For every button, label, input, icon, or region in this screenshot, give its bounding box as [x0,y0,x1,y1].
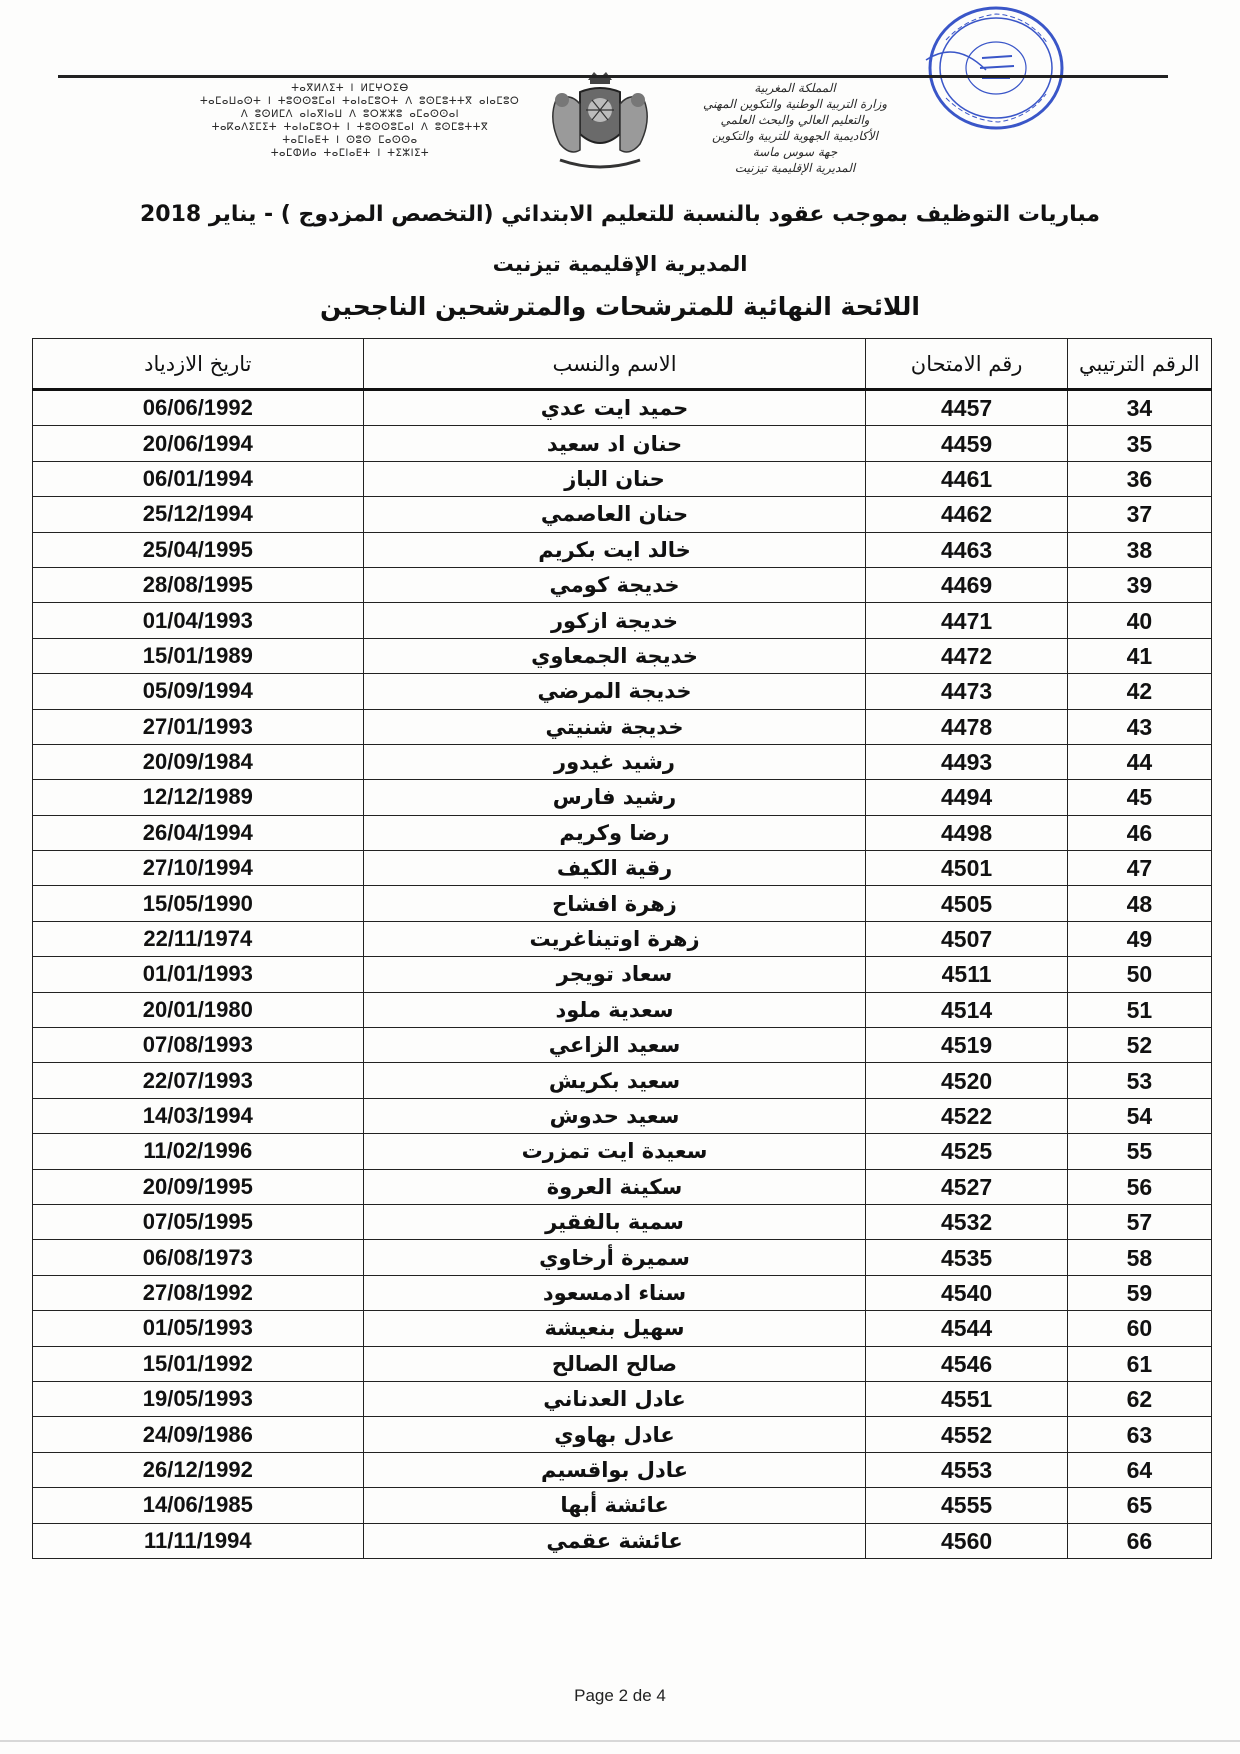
table-row [33,957,1212,992]
official-stamp [916,0,1072,140]
cell-name: حنان الباز [363,461,866,496]
cell-exam-number: 4507 [866,921,1067,956]
cell-exam-number: 4501 [866,851,1067,886]
letterhead-line: ⴷ ⵓⵙⵍⵎⴷ ⴰⵏⴰⴳⵏⴰⵡ ⴷ ⵓⵔⵣⵣⵓ ⴰⵎⴰⵙⵙⴰⵏ [240,109,460,120]
table-row [33,497,1212,532]
table-row [33,886,1212,921]
cell-exam-number: 4544 [866,1311,1067,1346]
letterhead-line: ⵜⴰⵎⵏⴰⴹⵜ ⵏ ⵙⵓⵙ ⵎⴰⵙⵙⴰ [282,135,418,146]
cell-name: زهرة افشاح [363,886,866,921]
cell-birth-date: 27/01/1993 [33,709,364,744]
cell-birth-date: 28/08/1995 [33,567,364,602]
table-row [33,638,1212,673]
table-row [33,1204,1212,1239]
cell-birth-date: 14/06/1985 [33,1488,364,1523]
cell-rank: 49 [1067,921,1211,956]
table-row [33,744,1212,779]
letterhead-line: الأكاديمية الجهوية للتربية والتكوين [712,129,878,143]
cell-rank: 66 [1067,1523,1211,1558]
table-row [33,567,1212,602]
cell-birth-date: 20/09/1995 [33,1169,364,1204]
letterhead-line: المديرية الإقليمية تيزنيت [734,161,856,175]
table-body [33,390,1212,1559]
table-row [33,1028,1212,1063]
cell-rank: 36 [1067,461,1211,496]
table-header-row [33,339,1212,390]
cell-birth-date: 14/03/1994 [33,1098,364,1133]
cell-birth-date: 12/12/1989 [33,780,364,815]
table-row [33,1417,1212,1452]
cell-name: عائشة أبها [363,1488,866,1523]
cell-rank: 50 [1067,957,1211,992]
cell-rank: 64 [1067,1452,1211,1487]
cell-exam-number: 4478 [866,709,1067,744]
cell-exam-number: 4540 [866,1275,1067,1310]
table-row [33,921,1212,956]
cell-name: رشيد فارس [363,780,866,815]
cell-name: خديجة المرضي [363,674,866,709]
directorate-title: المديرية الإقليمية تيزنيت [492,252,748,276]
cell-rank: 44 [1067,744,1211,779]
cell-name: سعيد بكريش [363,1063,866,1098]
cell-exam-number: 4494 [866,780,1067,815]
cell-rank: 34 [1067,390,1211,426]
cell-exam-number: 4457 [866,390,1067,426]
table-row [33,603,1212,638]
cell-rank: 35 [1067,426,1211,461]
cell-birth-date: 07/08/1993 [33,1028,364,1063]
cell-birth-date: 15/01/1989 [33,638,364,673]
cell-birth-date: 20/06/1994 [33,426,364,461]
cell-name: سعيدة ايت تمزرت [363,1134,866,1169]
cell-name: رشيد غيدور [363,744,866,779]
list-title: اللائحة النهائية للمترشحات والمترشحين الناجحين [320,292,920,321]
cell-rank: 45 [1067,780,1211,815]
cell-rank: 59 [1067,1275,1211,1310]
cell-name: سهيل بنعيشة [363,1311,866,1346]
cell-rank: 39 [1067,567,1211,602]
cell-name: عادل بهاوي [363,1417,866,1452]
letterhead-arabic [690,80,900,176]
cell-rank: 56 [1067,1169,1211,1204]
letterhead-line: والتعليم العالي والبحث العلمي [720,113,870,127]
cell-name: صالح الصالح [363,1346,866,1381]
cell-name: حنان العاصمي [363,497,866,532]
cell-name: سكينة العروة [363,1169,866,1204]
table-row [33,1275,1212,1310]
cell-name: سعيد حدوش [363,1098,866,1133]
cell-name: خالد ايت بكريم [363,532,866,567]
cell-exam-number: 4555 [866,1488,1067,1523]
cell-rank: 62 [1067,1381,1211,1416]
cell-name: خديجة ازكور [363,603,866,638]
cell-exam-number: 4553 [866,1452,1067,1487]
cell-name: سعيد الزاعي [363,1028,866,1063]
table-row [33,780,1212,815]
header-divider [58,75,1168,78]
cell-exam-number: 4532 [866,1204,1067,1239]
cell-rank: 60 [1067,1311,1211,1346]
cell-exam-number: 4473 [866,674,1067,709]
cell-exam-number: 4546 [866,1346,1067,1381]
table-row [33,1169,1212,1204]
coat-of-arms-icon [540,70,660,178]
cell-rank: 53 [1067,1063,1211,1098]
letterhead-line: وزارة التربية الوطنية والتكوين المهني [702,97,888,111]
cell-exam-number: 4463 [866,532,1067,567]
header-exam-number: رقم الامتحان [866,339,1067,390]
table-row [33,1063,1212,1098]
cell-exam-number: 4520 [866,1063,1067,1098]
letterhead-line: ⵜⴰⴳⵍⴷⵉⵜ ⵏ ⵍⵎⵖⵔⵉⴱ [291,83,409,94]
table-row [33,674,1212,709]
cell-birth-date: 06/01/1994 [33,461,364,496]
cell-rank: 54 [1067,1098,1211,1133]
cell-name: سميرة أرخاوي [363,1240,866,1275]
cell-birth-date: 20/09/1984 [33,744,364,779]
table-row [33,709,1212,744]
cell-birth-date: 24/09/1986 [33,1417,364,1452]
table-row [33,815,1212,850]
cell-exam-number: 4511 [866,957,1067,992]
table-row [33,461,1212,496]
table-row [33,851,1212,886]
cell-exam-number: 4498 [866,815,1067,850]
cell-rank: 57 [1067,1204,1211,1239]
cell-exam-number: 4505 [866,886,1067,921]
table-row [33,1240,1212,1275]
cell-birth-date: 07/05/1995 [33,1204,364,1239]
table-row [33,1523,1212,1558]
cell-name: حميد ايت عدي [363,390,866,426]
cell-exam-number: 4469 [866,567,1067,602]
cell-rank: 40 [1067,603,1211,638]
cell-rank: 51 [1067,992,1211,1027]
cell-exam-number: 4514 [866,992,1067,1027]
table-row [33,426,1212,461]
cell-name: سناء ادمسعود [363,1275,866,1310]
cell-exam-number: 4522 [866,1098,1067,1133]
cell-birth-date: 25/04/1995 [33,532,364,567]
cell-name: خديجة الجمعاوي [363,638,866,673]
cell-rank: 55 [1067,1134,1211,1169]
cell-name: زهرة اوتيناغريت [363,921,866,956]
cell-rank: 48 [1067,886,1211,921]
cell-exam-number: 4552 [866,1417,1067,1452]
cell-birth-date: 01/04/1993 [33,603,364,638]
cell-name: خديجة كومي [363,567,866,602]
table-row [33,390,1212,426]
cell-exam-number: 4535 [866,1240,1067,1275]
cell-rank: 38 [1067,532,1211,567]
cell-rank: 58 [1067,1240,1211,1275]
cell-birth-date: 11/02/1996 [33,1134,364,1169]
results-table [32,338,1212,1559]
cell-rank: 37 [1067,497,1211,532]
cell-exam-number: 4551 [866,1381,1067,1416]
cell-birth-date: 19/05/1993 [33,1381,364,1416]
cell-name: سعدية ملود [363,992,866,1027]
cell-exam-number: 4560 [866,1523,1067,1558]
cell-name: عادل بواقسيم [363,1452,866,1487]
scan-edge [0,1740,1240,1742]
competition-title: مباريات التوظيف بموجب عقود بالنسبة للتعليم الابتدائي (التخصص المزدوج ) - يناير 2018 [139,202,1100,227]
table-row [33,1381,1212,1416]
header-birth-date: تاريخ الازدياد [33,339,364,390]
cell-exam-number: 4525 [866,1134,1067,1169]
cell-birth-date: 15/01/1992 [33,1346,364,1381]
table-row [33,1098,1212,1133]
letterhead-line: جهة سوس ماسة [752,145,838,159]
cell-exam-number: 4459 [866,426,1067,461]
cell-birth-date: 15/05/1990 [33,886,364,921]
cell-birth-date: 01/05/1993 [33,1311,364,1346]
cell-birth-date: 05/09/1994 [33,674,364,709]
letterhead-line: المملكة المغربية [754,81,836,95]
cell-exam-number: 4471 [866,603,1067,638]
cell-name: عائشة عقمي [363,1523,866,1558]
cell-exam-number: 4493 [866,744,1067,779]
cell-rank: 41 [1067,638,1211,673]
cell-name: رضا وكريم [363,815,866,850]
table-row [33,1452,1212,1487]
cell-rank: 63 [1067,1417,1211,1452]
cell-birth-date: 22/07/1993 [33,1063,364,1098]
cell-rank: 47 [1067,851,1211,886]
table-row [33,1134,1212,1169]
cell-birth-date: 20/01/1980 [33,992,364,1027]
cell-birth-date: 22/11/1974 [33,921,364,956]
cell-birth-date: 25/12/1994 [33,497,364,532]
cell-name: سمية بالفقير [363,1204,866,1239]
cell-name: سعاد تويجر [363,957,866,992]
cell-name: خديجة شنيتي [363,709,866,744]
cell-birth-date: 11/11/1994 [33,1523,364,1558]
cell-rank: 46 [1067,815,1211,850]
cell-birth-date: 27/10/1994 [33,851,364,886]
cell-exam-number: 4462 [866,497,1067,532]
cell-rank: 65 [1067,1488,1211,1523]
table-row [33,1346,1212,1381]
cell-rank: 42 [1067,674,1211,709]
cell-exam-number: 4472 [866,638,1067,673]
header-rank: الرقم الترتيبي [1067,339,1211,390]
table-row [33,1488,1212,1523]
cell-exam-number: 4519 [866,1028,1067,1063]
header-name: الاسم والنسب [363,339,866,390]
page-number: Page 2 de 4 [574,1686,666,1705]
cell-rank: 61 [1067,1346,1211,1381]
table-row [33,532,1212,567]
cell-birth-date: 06/08/1973 [33,1240,364,1275]
cell-name: رقية الكيف [363,851,866,886]
letterhead-line: ⵜⴰⵎⴰⵡⴰⵙⵜ ⵏ ⵜⵓⵙⵙⵓⵎⴰⵏ ⵜⴰⵏⴰⵎⵓⵔⵜ ⴷ ⵓⵙⵎⵓⵜⵜⴳ ⴰⵏⴰⵎⵓⵔ [200,96,520,107]
cell-rank: 43 [1067,709,1211,744]
table-row [33,992,1212,1027]
cell-rank: 52 [1067,1028,1211,1063]
cell-name: حنان اد سعيد [363,426,866,461]
letterhead-line: ⵜⴰⴽⴰⴷⵉⵎⵉⵜ ⵜⴰⵏⴰⵎⵓⵔⵜ ⵏ ⵜⵓⵙⵙⵓⵎⴰⵏ ⴷ ⵓⵙⵎⵓⵜⵜⴳ [211,122,489,133]
cell-birth-date: 26/04/1994 [33,815,364,850]
cell-exam-number: 4527 [866,1169,1067,1204]
cell-birth-date: 01/01/1993 [33,957,364,992]
letterhead-line: ⵜⴰⵎⵀⵍⴰ ⵜⴰⵎⵏⴰⴹⵜ ⵏ ⵜⵉⵣⵏⵉⵜ [270,148,430,159]
cell-birth-date: 06/06/1992 [33,390,364,426]
table-row [33,1311,1212,1346]
cell-name: عادل العدناني [363,1381,866,1416]
cell-birth-date: 26/12/1992 [33,1452,364,1487]
cell-birth-date: 27/08/1992 [33,1275,364,1310]
cell-exam-number: 4461 [866,461,1067,496]
letterhead-tifinagh [200,82,520,160]
